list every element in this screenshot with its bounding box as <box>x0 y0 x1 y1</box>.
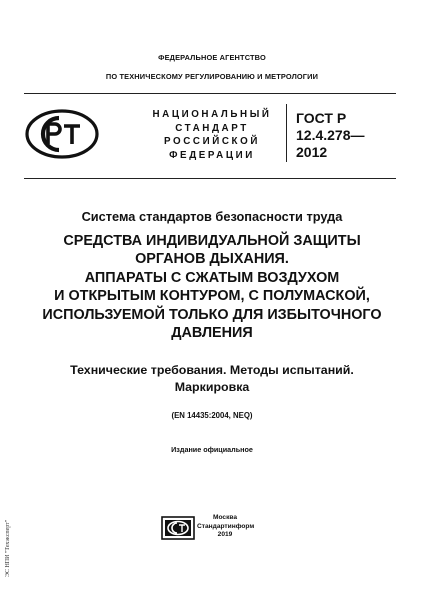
publisher-city: Москва <box>212 514 238 521</box>
standard-label-line: СТАНДАРТ <box>175 122 249 134</box>
series-title: Система стандартов безопасности труда <box>81 209 343 224</box>
top-divider <box>24 93 396 94</box>
title-line: АППАРАТЫ С СЖАТЫМ ВОЗДУХОМ <box>84 269 340 286</box>
designation-line: 2012 <box>296 144 328 160</box>
publisher-info <box>197 514 253 540</box>
title-line: СРЕДСТВА ИНДИВИДУАЛЬНОЙ ЗАЩИТЫ <box>63 233 361 249</box>
designation-line: 12.4.278— <box>296 127 365 143</box>
reference-standard: (EN 14435:2004, NEQ) <box>171 411 253 420</box>
standard-label-line: НАЦИОНАЛЬНЫЙ <box>152 109 272 120</box>
subtitle-line: Маркировка <box>174 379 250 394</box>
agency-line-2: ПО ТЕХНИЧЕСКОМУ РЕГУЛИРОВАНИЮ И МЕТРОЛОГИИ <box>105 72 319 81</box>
agency-line-1: ФЕДЕРАЛЬНОЕ АГЕНТСТВО <box>158 53 266 62</box>
title-line: И ОТКРЫТЫМ КОНТУРОМ, С ПОЛУМАСКОЙ, <box>54 288 370 305</box>
main-title <box>20 232 404 342</box>
publisher-name: Стандартинформ <box>197 522 255 530</box>
side-watermark-text: ЭС НПИ "Техэксперт" <box>5 519 11 577</box>
rst-emblem-icon <box>24 108 100 160</box>
edition-note: Издание официальное <box>171 445 253 454</box>
standard-label-line: ФЕДЕРАЦИИ <box>169 149 255 161</box>
standartinform-logo-icon <box>161 516 195 540</box>
designation-line: ГОСТ Р <box>296 110 347 126</box>
subtitle <box>20 362 404 395</box>
standard-label-line: РОССИЙСКОЙ <box>164 136 260 148</box>
vertical-divider <box>286 104 287 162</box>
publisher-year: 2019 <box>217 531 233 539</box>
title-line: ДАВЛЕНИЯ <box>171 325 253 342</box>
title-line: ОРГАНОВ ДЫХАНИЯ. <box>135 251 289 268</box>
standard-designation <box>296 110 396 161</box>
bottom-divider <box>24 178 396 179</box>
standard-label <box>150 108 274 162</box>
subtitle-line: Технические требования. Методы испытаний. <box>70 363 354 377</box>
title-line: ИСПОЛЬЗУЕМОЙ ТОЛЬКО ДЛЯ ИЗБЫТОЧНОГО <box>42 306 382 323</box>
